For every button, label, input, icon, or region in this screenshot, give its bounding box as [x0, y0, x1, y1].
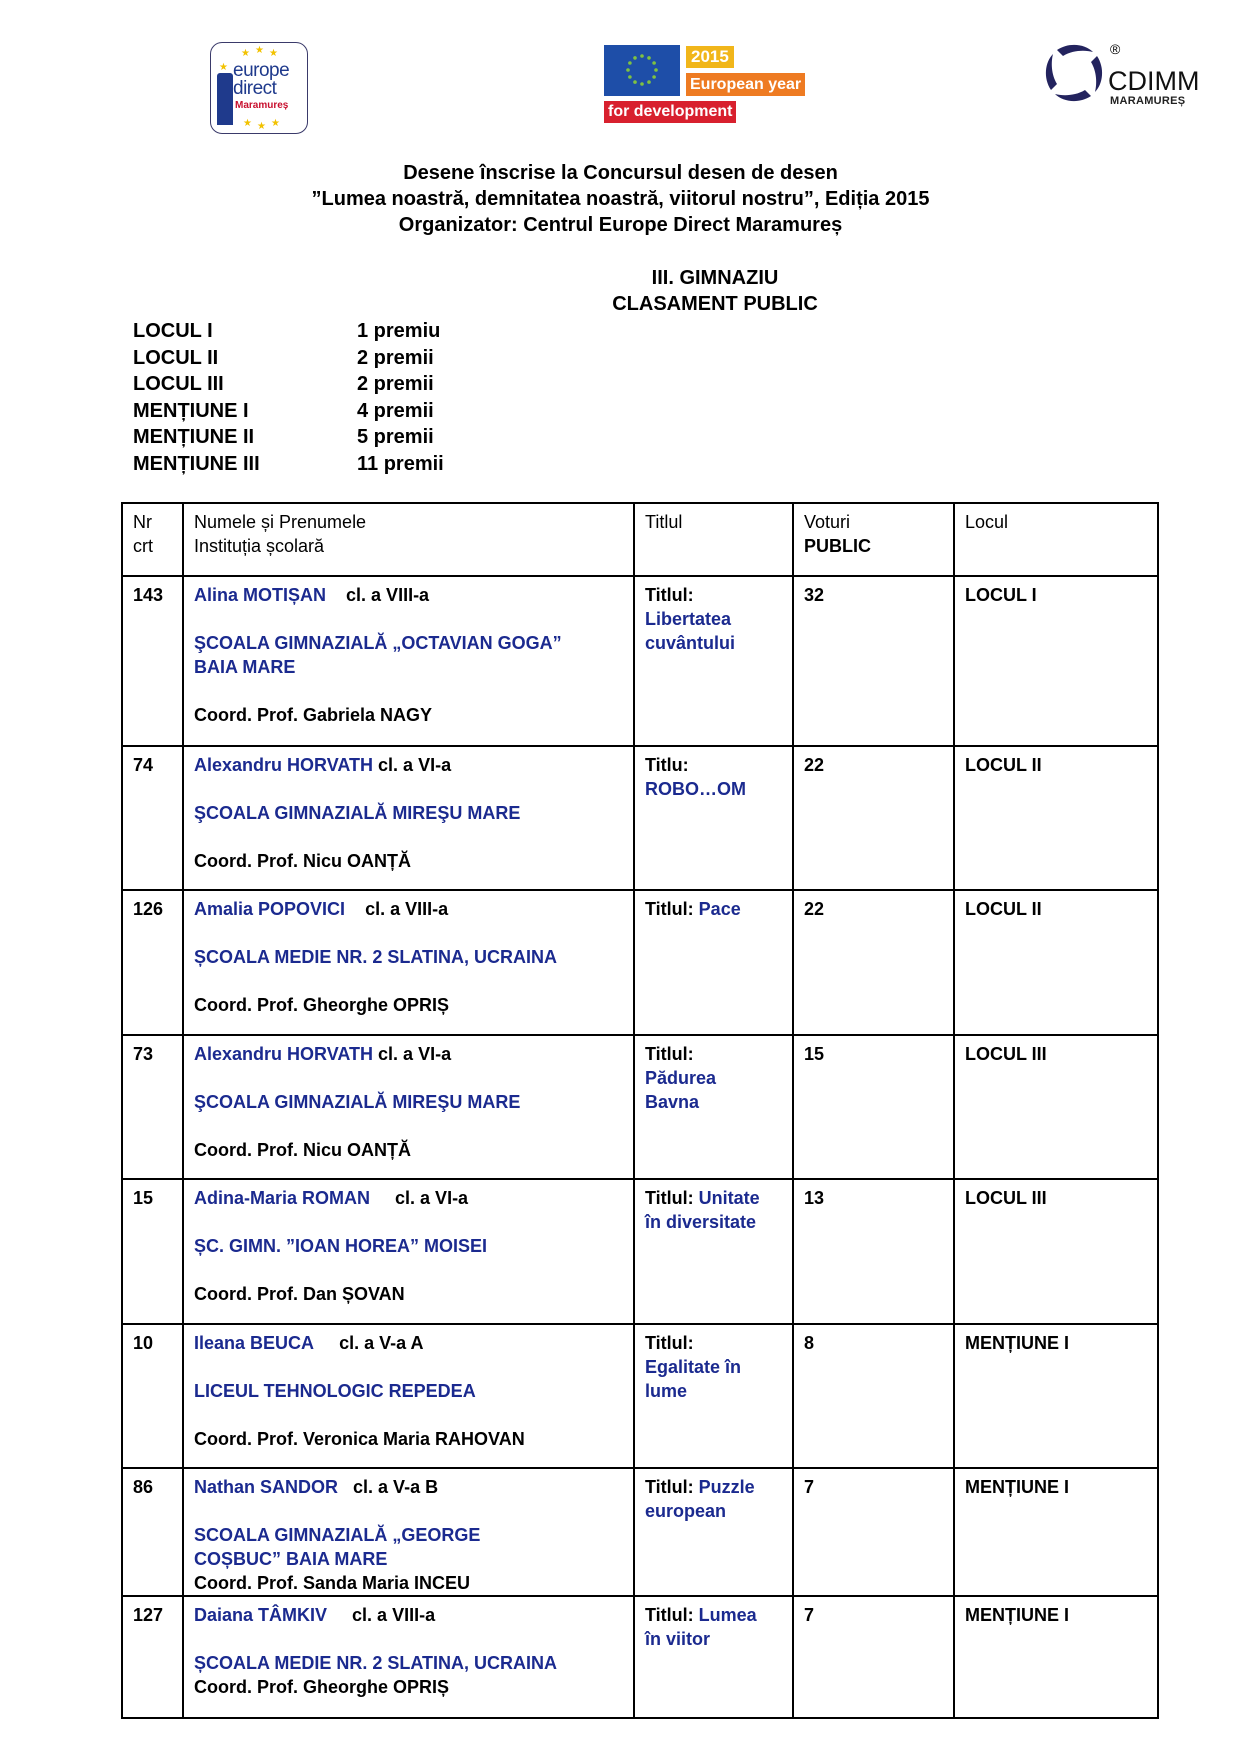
- cell-participant: [183, 576, 634, 746]
- cell-participant: [183, 1468, 634, 1596]
- cell-participant: [183, 890, 634, 1035]
- participant-name: Adina-Maria ROMAN: [194, 1188, 371, 1208]
- document-title-line1: Desene înscrise la Concursul desen de desen: [403, 162, 838, 184]
- cell-nr: 126: [122, 890, 183, 1035]
- cdimm-swirl-icon: [1043, 42, 1105, 104]
- table-row: [122, 1468, 1158, 1596]
- title-prefix: Titlul:: [645, 1477, 694, 1497]
- cell-place: LOCUL III: [954, 1035, 1158, 1179]
- artwork-title: Lumea: [698, 1605, 757, 1625]
- coordinator: Coord. Prof. Dan ȘOVAN: [194, 1284, 405, 1304]
- artwork-title: Puzzle: [698, 1477, 755, 1497]
- cell-votes: 8: [793, 1324, 954, 1468]
- participant-class: cl. a V-a B: [353, 1477, 439, 1497]
- cell-participant: [183, 746, 634, 890]
- cell-nr: 10: [122, 1324, 183, 1468]
- artwork-title: Egalitate în: [645, 1357, 742, 1377]
- table-row: [122, 1324, 1158, 1468]
- prize-label: LOCUL I: [133, 320, 213, 342]
- cell-title: [634, 1179, 793, 1324]
- cell-title: [634, 576, 793, 746]
- coordinator: Coord. Prof. Nicu OANȚĂ: [194, 851, 411, 871]
- europe-direct-line2: direct: [233, 78, 277, 99]
- section-subheading: CLASAMENT PUBLIC: [612, 293, 818, 315]
- artwork-title: ROBO…OM: [645, 779, 746, 799]
- school-name: ȘCOALA MEDIE NR. 2 SLATINA, UCRAINA: [194, 1653, 558, 1673]
- cell-nr: 74: [122, 746, 183, 890]
- cell-nr: 127: [122, 1596, 183, 1718]
- table-header-row: [122, 503, 1158, 576]
- title-prefix: Titlul:: [645, 1044, 694, 1064]
- prize-label: MENȚIUNE II: [133, 426, 255, 448]
- eu-flag-icon: [604, 45, 680, 96]
- document-title-line2: ”Lumea noastră, demnitatea noastră, viitorul nostru”, Ediția 2015: [311, 188, 930, 210]
- header-title: [634, 503, 793, 576]
- school-name: SCOALA GIMNAZIALĂ „GEORGE: [194, 1525, 481, 1545]
- star-icon: ★: [257, 121, 266, 132]
- europe-direct-line1: europe: [233, 60, 290, 81]
- artwork-title: cuvântului: [645, 633, 736, 653]
- artwork-title: Pace: [698, 899, 741, 919]
- cell-participant: [183, 1035, 634, 1179]
- cell-nr: 15: [122, 1179, 183, 1324]
- header-text: PUBLIC: [804, 536, 871, 556]
- cell-title: [634, 890, 793, 1035]
- prize-label: MENȚIUNE I: [133, 399, 249, 422]
- school-name: COȘBUC” BAIA MARE: [194, 1549, 388, 1569]
- cdimm-name: CDIMM: [1108, 66, 1200, 96]
- europe-direct-line3: Maramureș: [235, 100, 289, 111]
- cdimm-subtitle: MARAMUREȘ: [1110, 95, 1186, 107]
- cell-place: MENȚIUNE I: [954, 1324, 1158, 1468]
- table-row: [122, 576, 1158, 746]
- cell-votes: 7: [793, 1468, 954, 1596]
- document-title-line3: Organizator: Centrul Europe Direct Maramureș: [398, 214, 843, 236]
- participant-class: cl. a V-a A: [339, 1333, 424, 1353]
- participant-name: Ileana BEUCA: [194, 1333, 315, 1353]
- cell-participant: [183, 1596, 634, 1718]
- eu-year-label: European year: [686, 73, 805, 96]
- cell-title: [634, 1468, 793, 1596]
- participant-name: Alexandru HORVATH: [194, 755, 374, 775]
- table-row: [122, 1035, 1158, 1179]
- title-prefix: Titlul:: [645, 585, 694, 605]
- coordinator: Coord. Prof. Sanda Maria INCEU: [194, 1573, 471, 1593]
- artwork-title: Bavna: [645, 1092, 700, 1112]
- header-text: Nr: [133, 512, 152, 532]
- title-prefix: Titlul:: [645, 1333, 694, 1353]
- school-name: BAIA MARE: [194, 657, 296, 677]
- participant-name: Nathan SANDOR: [194, 1477, 339, 1497]
- school-name: ȘCOALA MEDIE NR. 2 SLATINA, UCRAINA: [194, 947, 558, 967]
- cell-nr: 86: [122, 1468, 183, 1596]
- cell-participant: [183, 1179, 634, 1324]
- title-prefix: Titlul:: [645, 1605, 694, 1625]
- cell-title: [634, 1324, 793, 1468]
- header-text: Titlul: [645, 512, 683, 532]
- prize-count: 4 premii: [357, 399, 434, 422]
- cell-place: LOCUL II: [954, 746, 1158, 890]
- prize-label: LOCUL II: [133, 346, 219, 369]
- europe-direct-logo: [210, 42, 308, 134]
- cell-title: [634, 1035, 793, 1179]
- prize-count: 2 premii: [357, 346, 434, 369]
- header-nr: [122, 503, 183, 576]
- artwork-title: Unitate: [698, 1188, 760, 1208]
- school-name: LICEUL TEHNOLOGIC REPEDEA: [194, 1381, 476, 1401]
- header-place: [954, 503, 1158, 576]
- prize-label: LOCUL III: [133, 373, 224, 395]
- star-icon: ★: [255, 45, 264, 56]
- school-name: ŞCOALA GIMNAZIALĂ MIREŞU MARE: [194, 803, 521, 823]
- participant-name: Alexandru HORVATH: [194, 1044, 374, 1064]
- cell-place: LOCUL I: [954, 576, 1158, 746]
- eu-stars-icon: [626, 54, 658, 86]
- star-icon: ★: [241, 48, 250, 59]
- artwork-title: în diversitate: [645, 1212, 757, 1232]
- participant-name: Daiana TÂMKIV: [194, 1605, 328, 1625]
- cell-title: [634, 746, 793, 890]
- title-prefix: Titlu:: [645, 755, 689, 775]
- table-row: [122, 746, 1158, 890]
- participant-name: Amalia POPOVICI: [194, 899, 346, 919]
- title-prefix: Titlul:: [645, 1188, 694, 1208]
- artwork-title: Pădurea: [645, 1068, 717, 1088]
- header-text: Numele și Prenumele: [194, 512, 367, 532]
- coordinator: Coord. Prof. Gheorghe OPRIȘ: [194, 995, 450, 1015]
- table-row: [122, 1596, 1158, 1718]
- header-text: Locul: [965, 512, 1009, 532]
- participant-class: cl. a VIII-a: [365, 899, 449, 919]
- section-heading: III. GIMNAZIU: [651, 267, 779, 289]
- cell-votes: 22: [793, 890, 954, 1035]
- table-row: [122, 1179, 1158, 1324]
- results-table: [121, 502, 1159, 1719]
- prize-count: 5 premii: [357, 426, 434, 448]
- participant-class: cl. a VIII-a: [346, 585, 430, 605]
- star-icon: ★: [219, 62, 228, 73]
- cell-nr: 143: [122, 576, 183, 746]
- participant-class: cl. a VI-a: [395, 1188, 469, 1208]
- header-name: [183, 503, 634, 576]
- cell-votes: 15: [793, 1035, 954, 1179]
- cell-nr: 73: [122, 1035, 183, 1179]
- cell-place: LOCUL III: [954, 1179, 1158, 1324]
- cell-place: MENȚIUNE I: [954, 1596, 1158, 1718]
- participant-class: cl. a VI-a: [378, 755, 452, 775]
- artwork-title: Libertatea: [645, 609, 732, 629]
- coordinator: Coord. Prof. Veronica Maria RAHOVAN: [194, 1429, 525, 1449]
- school-name: ŞCOALA GIMNAZIALĂ MIREŞU MARE: [194, 1092, 521, 1112]
- header-votes: [793, 503, 954, 576]
- coordinator: Coord. Prof. Gabriela NAGY: [194, 705, 433, 725]
- eu-year-badge: 2015: [686, 46, 734, 68]
- header-text: crt: [133, 536, 153, 556]
- cell-votes: 32: [793, 576, 954, 746]
- title-prefix: Titlul:: [645, 899, 694, 919]
- participant-name: Alina MOTIȘAN: [194, 585, 327, 605]
- cell-place: MENȚIUNE I: [954, 1468, 1158, 1596]
- coordinator: Coord. Prof. Nicu OANȚĂ: [194, 1140, 411, 1160]
- participant-class: cl. a VI-a: [378, 1044, 452, 1064]
- school-name: ŞCOALA GIMNAZIALĂ „OCTAVIAN GOGA”: [194, 633, 562, 653]
- artwork-title: în viitor: [645, 1629, 711, 1649]
- cell-votes: 13: [793, 1179, 954, 1324]
- artwork-title: lume: [645, 1381, 688, 1401]
- prize-label: MENȚIUNE III: [133, 452, 260, 475]
- eu-development-label: for development: [604, 101, 736, 123]
- europe-direct-numeral-icon: [217, 73, 233, 125]
- prize-count: 11 premii: [357, 452, 444, 475]
- prize-count: 1 premiu: [357, 320, 441, 342]
- cell-place: LOCUL II: [954, 890, 1158, 1035]
- star-icon: ★: [243, 118, 252, 129]
- star-icon: ★: [271, 118, 280, 129]
- prize-count: 2 premii: [357, 373, 434, 395]
- header-text: Instituția școlară: [194, 536, 325, 556]
- cell-participant: [183, 1324, 634, 1468]
- coordinator: Coord. Prof. Gheorghe OPRIȘ: [194, 1677, 450, 1697]
- participant-class: cl. a VIII-a: [352, 1605, 436, 1625]
- cell-votes: 22: [793, 746, 954, 890]
- star-icon: ★: [269, 48, 278, 59]
- cell-title: [634, 1596, 793, 1718]
- artwork-title: european: [645, 1501, 727, 1521]
- cell-votes: 7: [793, 1596, 954, 1718]
- school-name: ȘC. GIMN. ”IOAN HOREA” MOISEI: [194, 1236, 488, 1256]
- header-text: Voturi: [804, 512, 851, 532]
- table-row: [122, 890, 1158, 1035]
- registered-mark: ®: [1110, 41, 1121, 57]
